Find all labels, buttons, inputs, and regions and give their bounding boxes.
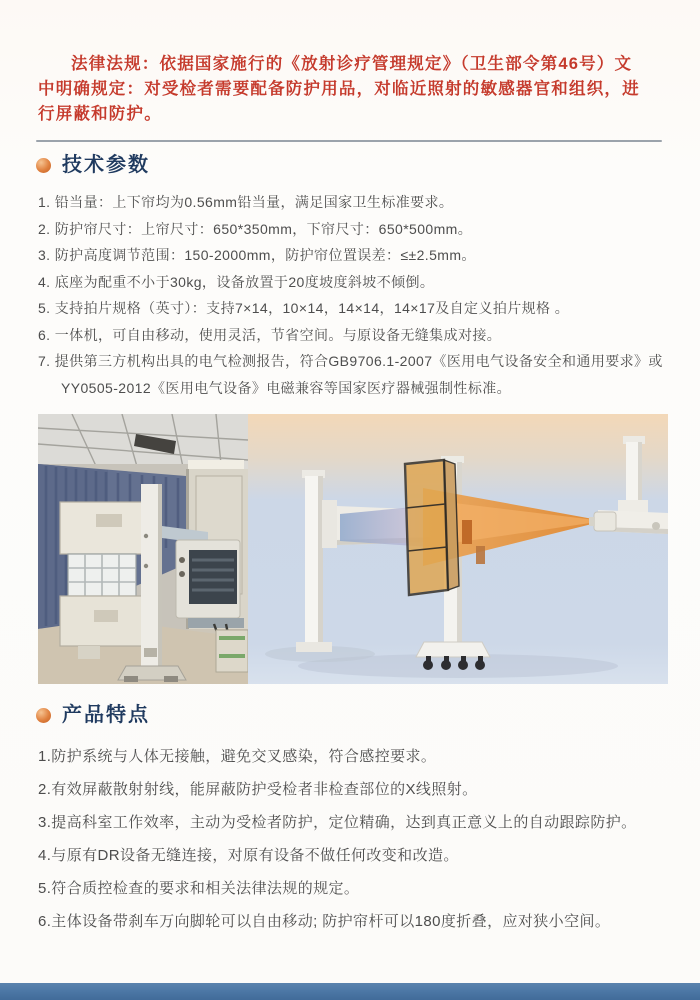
tech-parameter-item: 4. 底座为配重不小于30kg，设备放置于20度坡度斜坡不倾倒。 bbox=[38, 273, 435, 290]
figures-row bbox=[38, 414, 668, 684]
product-feature-item: 2.有效屏蔽散射射线，能屏蔽防护受检者非检查部位的X线照射。 bbox=[38, 781, 478, 798]
room-photo bbox=[38, 414, 248, 684]
footer-bar bbox=[0, 983, 700, 1000]
features-section-header bbox=[36, 700, 150, 730]
protection-system-render bbox=[248, 414, 668, 684]
protection-screen-stack bbox=[60, 502, 144, 659]
section-divider bbox=[36, 140, 662, 142]
tech-parameter-item: 3. 防护高度调节范围：150-2000mm，防护帘位置误差：≤±2.5mm。 bbox=[38, 247, 476, 263]
tech-parameter-item: 2. 防护帘尺寸：上帘尺寸：650*350mm，下帘尺寸：650*500mm。 bbox=[38, 220, 473, 237]
orange-sphere-bullet-icon bbox=[36, 158, 51, 173]
product-feature-list bbox=[38, 740, 670, 938]
product-feature-item: 1.防护系统与人体无接触，避免交叉感染，符合感控要求。 bbox=[38, 748, 437, 765]
product-feature-item: 4.与原有DR设备无缝连接，对原有设备不做任何改变和改造。 bbox=[38, 847, 459, 864]
product-feature-item: 3.提高科室工作效率，主动为受检者防护，定位精确，达到真正意义上的自动跟踪防护。 bbox=[38, 814, 637, 831]
tech-parameter-item: 1. 铅当量：上下帘均为0.56mm铅当量，满足国家卫生标准要求。 bbox=[38, 194, 454, 210]
tech-section-header bbox=[36, 150, 150, 180]
sensor-block bbox=[462, 520, 472, 544]
tech-parameter-list bbox=[38, 189, 668, 401]
orange-sphere-bullet-icon bbox=[36, 708, 51, 723]
tech-parameter-item: 6. 一体机，可自由移动，使用灵活，节省空间。与原设备无缝集成对接。 bbox=[38, 326, 502, 343]
monitor-screen bbox=[189, 550, 237, 604]
tube-head bbox=[594, 512, 616, 531]
tech-section-title: 技术参数 bbox=[62, 154, 150, 176]
tech-parameter-item: 5. 支持拍片规格（英寸）：支持7×14，10×14，14×14，14×17及自定义拍片规格 。 bbox=[38, 300, 570, 316]
panel-glass bbox=[405, 460, 448, 595]
tech-parameter-item: 7. 提供第三方机构出具的电气检测报告，符合GB9706.1-2007《医用电气设备安全和通用要求》或YY0505-2012《医用电气设备》电磁兼容等国家医疗器械强制性标准。 bbox=[38, 353, 663, 396]
product-feature-item: 5.符合质控检查的要求和相关法律法规的规定。 bbox=[38, 880, 360, 897]
product-feature-item: 6.主体设备带刹车万向脚轮可以自由移动; 防护帘杆可以180度折叠，应对狭小空间。 bbox=[38, 913, 611, 930]
features-section-title: 产品特点 bbox=[62, 704, 150, 726]
ceiling-light bbox=[188, 460, 244, 469]
legal-notice-text: 法律法规：依据国家施行的《放射诊疗管理规定》（卫生部令第46号）文中明确规定：对受检者需要配备防护用品，对临近照射的敏感器官和组织，进行屏蔽和防护。 bbox=[38, 55, 640, 123]
floor-crate bbox=[216, 630, 248, 672]
upper-lead-panel bbox=[60, 502, 144, 554]
